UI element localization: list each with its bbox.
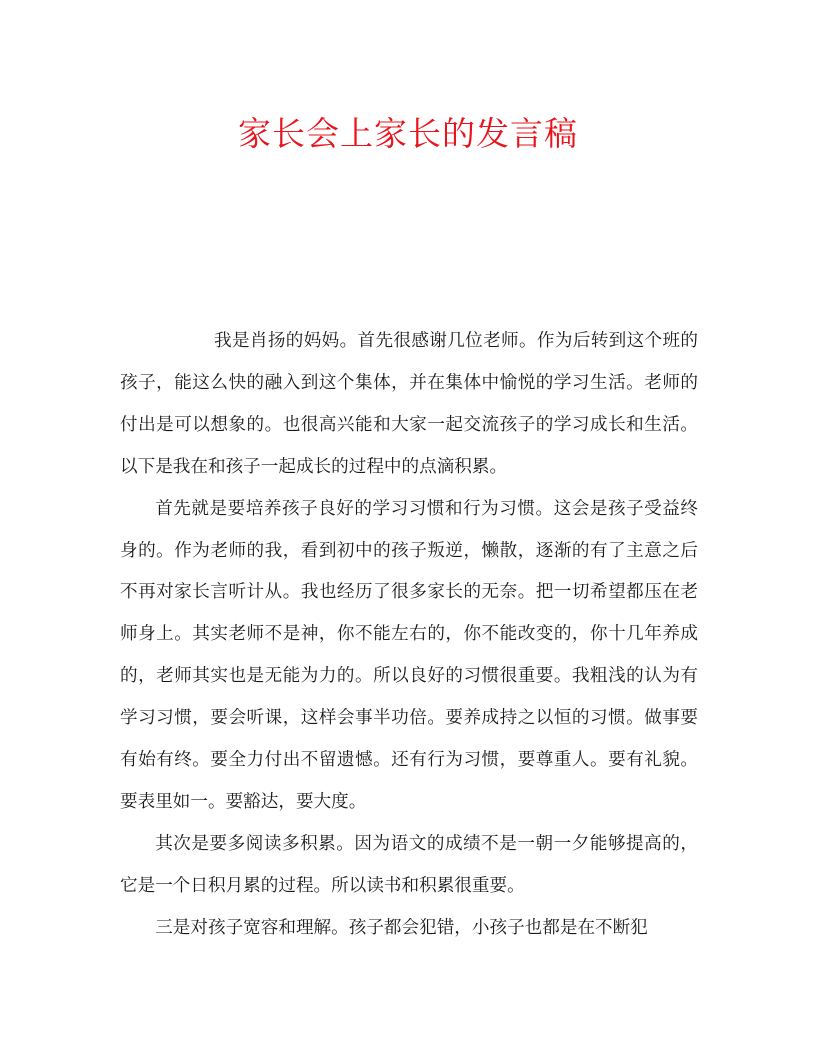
paragraph-3: 其次是要多阅读多积累。因为语文的成绩不是一朝一夕能够提高的，它是一个日积月累的过程。所以读书和积累很重要。	[120, 833, 698, 896]
document-body	[120, 321, 698, 950]
document-title: 家长会上家长的发言稿	[238, 114, 578, 153]
paragraph-1: 我是肖扬的妈妈。首先很感谢几位老师。作为后转到这个班的孩子，能这么快的融入到这个集体，并在集体中愉悦的学习生活。老师的付出是可以想象的。也很高兴能和大家一起交流孩子的学习成长和生活。以下是我在和孩子一起成长的过程中的点滴积累。	[120, 331, 698, 477]
paragraph-2: 首先就是要培养孩子良好的学习习惯和行为习惯。这会是孩子受益终身的。作为老师的我，看到初中的孩子叛逆，懒散，逐渐的有了主意之后不再对家长言听计从。我也经历了很多家长的无奈。把一切希望都压在老师身上。其实老师不是神，你不能左右的，你不能改变的，你十几年养成的，老师其实也是无能为力的。所以良好的习惯很重要。我粗浅的认为有学习习惯，要会听课，这样会事半功倍。要养成持之以恒的习惯。做事要有始有终。要全力付出不留遗憾。还有行为习惯，要尊重人。要有礼貌。要表里如一。要豁达，要大度。	[120, 498, 698, 812]
paragraph-4: 三是对孩子宽容和理解。孩子都会犯错，小孩子也都是在不断犯	[155, 917, 648, 938]
